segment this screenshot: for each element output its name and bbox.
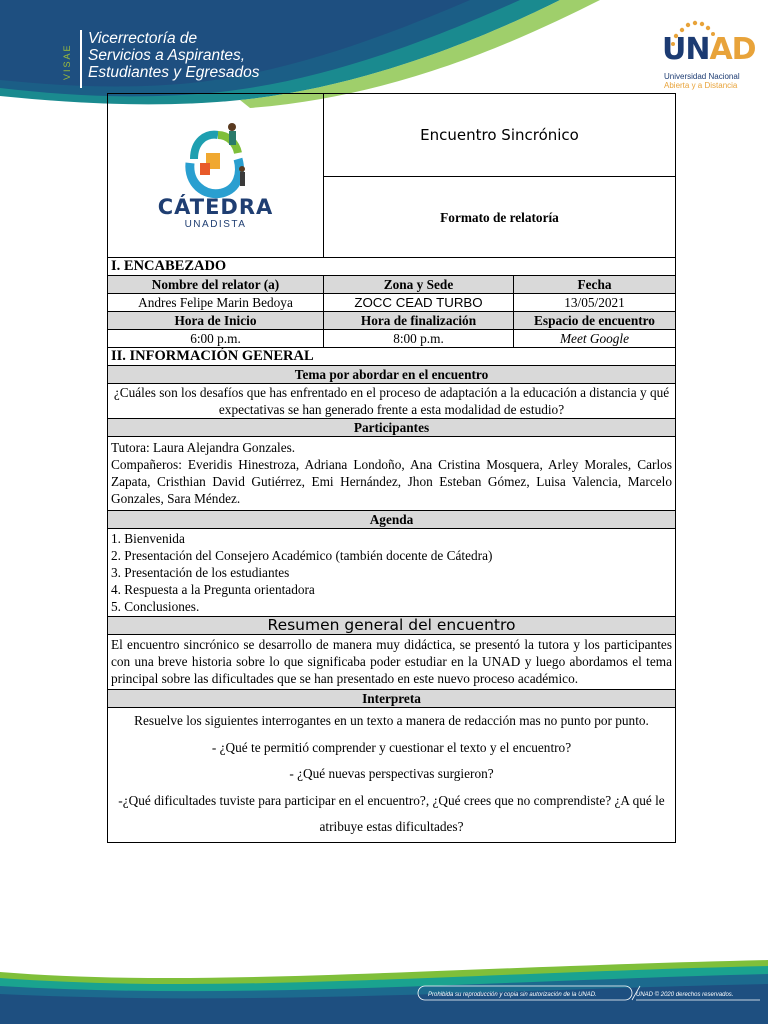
catedra-wordmark: CÁTEDRA <box>157 194 274 219</box>
header-tema: Tema por abordar en el encuentro <box>108 366 676 384</box>
header-zona: Zona y Sede <box>324 276 514 294</box>
catedra-emblem-icon <box>176 119 256 203</box>
unad-subtitle-line: Abierta y a Distancia <box>664 81 738 90</box>
value-participantes <box>108 437 676 511</box>
companeros-text: Compañeros: Everidis Hinestroza, Adriana Londoño, Ana Cristina Mosquera, Arley Morales, Carlos Zapata, Cristhian David Gutiérrez, Emi Hernández, Jhon Esteban Gómez, Luisa Valencia, Marcelo Gonzales, Sara Méndez. <box>111 457 673 506</box>
header-hora-fin: Hora de finalización <box>324 312 514 330</box>
header-hora-inicio: Hora de Inicio <box>108 312 324 330</box>
divider <box>80 30 82 88</box>
value-fecha: 13/05/2021 <box>514 294 676 312</box>
agenda-list <box>108 529 676 617</box>
footer-copyright: UNAD © 2020 derechos reservados. <box>636 992 734 998</box>
catedra-logo-cell <box>108 94 324 258</box>
agenda-item: 1. Bienvenida <box>111 531 185 546</box>
value-zona: ZOCC CEAD TURBO <box>324 294 514 312</box>
interpreta-paragraph: -¿Qué dificultades tuviste para participar en el encuentro?, ¿Qué crees que no comprendiste? ¿A qué le atribuye estas dificultades? <box>118 792 665 834</box>
section-encabezado: I. ENCABEZADO <box>108 258 676 276</box>
unad-subtitle-line: Universidad Nacional <box>664 72 740 81</box>
agenda-item: 4. Respuesta a la Pregunta orientadora <box>111 582 315 597</box>
unad-logo: UNAD <box>662 32 756 67</box>
relatoria-table <box>107 93 676 843</box>
unad-subtitle <box>664 72 740 90</box>
vicerrectoria-line: Vicerrectoría de <box>88 30 198 47</box>
vicerrectoria-title <box>88 30 259 81</box>
value-hora-inicio: 6:00 p.m. <box>108 330 324 348</box>
visae-label: VISAE <box>62 43 72 81</box>
value-hora-fin: 8:00 p.m. <box>324 330 514 348</box>
section-informacion-general: II. INFORMACIÓN GENERAL <box>108 348 676 366</box>
header-participantes: Participantes <box>108 419 676 437</box>
tutora-text: Tutora: Laura Alejandra Gonzales. <box>111 440 296 455</box>
header-agenda: Agenda <box>108 511 676 529</box>
document-title: Encuentro Sincrónico <box>324 94 676 177</box>
agenda-item: 2. Presentación del Consejero Académico (también docente de Cátedra) <box>111 548 493 563</box>
footer-notice: Prohibida su reproducción y copia sin autorización de la UNAD. <box>428 992 597 998</box>
interpreta-paragraph: - ¿Qué te permitió comprender y cuestionar el texto y el encuentro? <box>211 739 572 755</box>
header-interpreta: Interpreta <box>108 690 676 708</box>
vicerrectoria-line: Servicios a Aspirantes, <box>88 47 246 64</box>
header-resumen: Resumen general del encuentro <box>108 617 676 635</box>
catedra-subtitle: UNADISTA <box>184 218 247 230</box>
header-espacio: Espacio de encuentro <box>514 312 676 330</box>
value-resumen: El encuentro sincrónico se desarrollo de manera muy didáctica, se presentó la tutora y los participantes con una breve historia sobre lo que significaba poder estudiar en la UNAD y luego abordamos el tema principal sobre las dificultades que se han presentado en este nuevo proceso académico. <box>108 635 676 690</box>
value-espacio: Meet Google <box>514 330 676 348</box>
value-tema: ¿Cuáles son los desafíos que has enfrentado en el proceso de adaptación a la educación a distancia y qué expectativas se han generado frente a esta modalidad de estudio? <box>108 384 676 419</box>
agenda-item: 5. Conclusiones. <box>111 599 200 614</box>
value-relator: Andres Felipe Marin Bedoya <box>108 294 324 312</box>
vicerrectoria-line: Estudiantes y Egresados <box>88 64 260 81</box>
agenda-item: 3. Presentación de los estudiantes <box>111 565 290 580</box>
header-fecha: Fecha <box>514 276 676 294</box>
interpreta-paragraph: - ¿Qué nuevas perspectivas surgieron? <box>289 766 494 781</box>
format-title: Formato de relatoría <box>324 177 676 258</box>
interpreta-paragraph: Resuelve los siguientes interrogantes en un texto a manera de redacción mas no punto por punto. <box>134 713 649 728</box>
footer-banner <box>0 958 768 1024</box>
interpreta-content <box>108 708 676 843</box>
header-relator: Nombre del relator (a) <box>108 276 324 294</box>
